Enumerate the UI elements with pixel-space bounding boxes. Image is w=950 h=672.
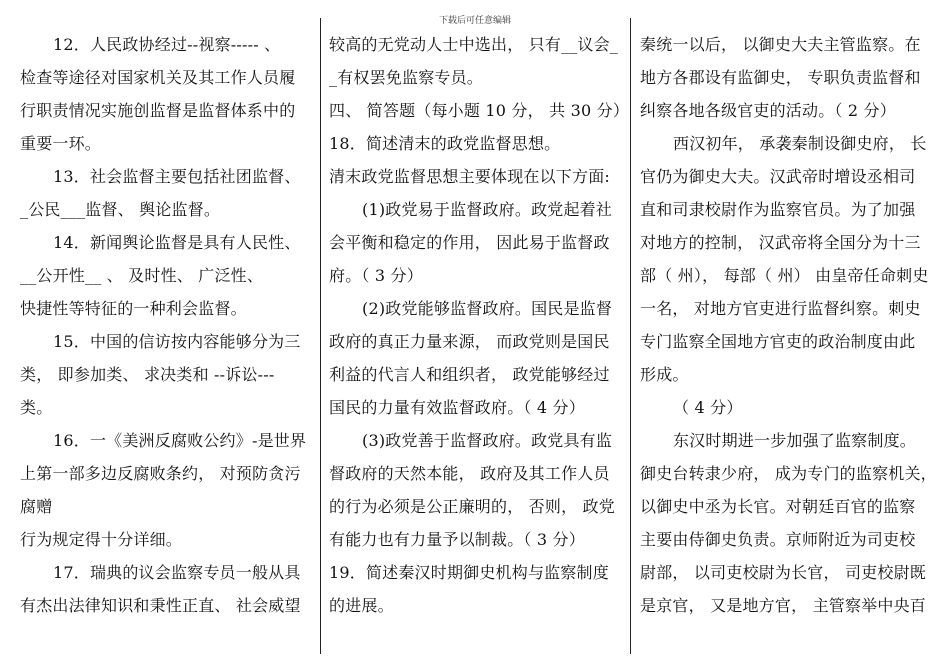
text-line: 19．简述秦汉时期御史机构与监察制度 (329, 563, 609, 582)
text-line: 类， 即参加类、 求决类和 --诉讼--- (20, 365, 275, 384)
text-line: 重要一环。 (20, 134, 102, 153)
text-line: 专门监察全国地方官吏的政治制度由此 (640, 332, 916, 351)
text-line: 以御史中丞为长官。对朝廷百官的监察 (640, 497, 916, 516)
text-line: 四、 简答题（每小题 10 分， 共 30 分） (329, 101, 630, 120)
text-line: 有杰出法律知识和秉性正直、 社会威望 (20, 596, 301, 615)
text-line: 督政府的天然本能， 政府及其工作人员 (329, 464, 610, 483)
text-line: 官仍为御史大夫。汉武帝时增设丞相司 (640, 167, 916, 186)
text-line: 一名， 对地方官吏进行监督纠察。刺史 (640, 299, 921, 318)
text-column-right (640, 28, 937, 622)
text-line: 御史台转隶少府， 成为专门的监察机关， (640, 464, 937, 483)
text-line: 政府的真正力量来源， 而政党则是国民 (329, 332, 610, 351)
text-line: 快捷性等特征的一种利会监督。 (20, 299, 247, 318)
text-line: 有能力也有力量予以制裁。（ 3 分） (329, 530, 585, 549)
text-line: 纠察各地各级官吏的活动。（ 2 分） (640, 101, 896, 120)
text-line: 的行为必须是公正廉明的， 否则， 政党 (329, 497, 615, 516)
text-line: 行为规定得十分详细。 (20, 530, 183, 549)
column-divider (630, 18, 631, 654)
text-line: 清末政党监督思想主要体现在以下方面: (329, 167, 610, 186)
text-line: 直和司隶校尉作为监察官员。为了加强 (640, 200, 916, 219)
text-line: 13．社会监督主要包括社团监督、 (53, 167, 301, 186)
text-line: （ 4 分） (673, 398, 743, 417)
text-line: 上第一部多边反腐败条约， 对预防贪污 (20, 464, 301, 483)
text-line: 15．中国的信访按内容能够分为三 (53, 332, 301, 351)
text-line: (1)政党易于监督政府。政党起着社 (362, 200, 613, 219)
text-line: _公民___监督、 舆论监督。 (20, 200, 221, 219)
text-line: 形成。 (640, 365, 689, 384)
text-line: 秦统一以后， 以御史大夫主管监察。在 (640, 35, 921, 54)
text-line: 检查等途径对国家机关及其工作人员履 (20, 68, 296, 87)
text-line: 较高的无党动人士中选出， 只有__议会_ (329, 35, 619, 54)
text-line: 14．新闻舆论监督是具有人民性、 (53, 233, 301, 252)
text-line: 东汉时期进一步加强了监察制度。 (673, 431, 917, 450)
text-line: 尉部， 以司吏校尉为长官， 司吏校尉既 (640, 563, 926, 582)
text-line: 西汉初年， 承袭秦制设御史府， 长 (673, 134, 927, 153)
text-line: 的进展。 (329, 596, 394, 615)
text-column-left (20, 28, 314, 622)
text-column-middle (329, 28, 630, 622)
text-line: 类。 (20, 398, 53, 417)
column-divider (320, 18, 321, 654)
text-line: _有权罢免监察专员。 (329, 68, 484, 87)
text-line: 地方各郡设有监御史， 专职负责监督和 (640, 68, 921, 87)
text-line: 会平衡和稳定的作用， 因此易于监督政 (329, 233, 610, 252)
text-line: 主要由侍御史负责。京师附近为司吏校 (640, 530, 916, 549)
text-line: 17．瑞典的议会监察专员一般从具 (53, 563, 301, 582)
text-line: (2)政党能够监督政府。国民是监督 (362, 299, 613, 318)
text-line: 对地方的控制， 汉武帝将全国分为十三 (640, 233, 921, 252)
text-line: 部（ 州）， 每部（ 州） 由皇帝任命刺史 (640, 266, 929, 285)
text-line: 是京官， 又是地方官， 主管察举中央百 (640, 596, 926, 615)
header-note: 下载后可任意编辑 (438, 16, 511, 26)
text-line: 12．人民政协经过--视察----- 、 (53, 35, 281, 54)
text-line: 国民的力量有效监督政府。（ 4 分） (329, 398, 585, 417)
text-line: 利益的代言人和组织者， 政党能够经过 (329, 365, 610, 384)
text-line: 16．一《美洲反腐败公约》-是世界 (53, 431, 307, 450)
text-line: 行职责情况实施创监督是监督体系中的 (20, 101, 296, 120)
text-line: 府。（ 3 分） (329, 266, 423, 285)
text-line: __公开性__ 、 及时性、 广泛性、 (20, 266, 264, 285)
text-line: 18．简述清末的政党监督思想。 (329, 134, 561, 153)
text-line: 腐赠 (20, 497, 53, 516)
text-line: (3)政党善于监督政府。政党具有监 (362, 431, 613, 450)
